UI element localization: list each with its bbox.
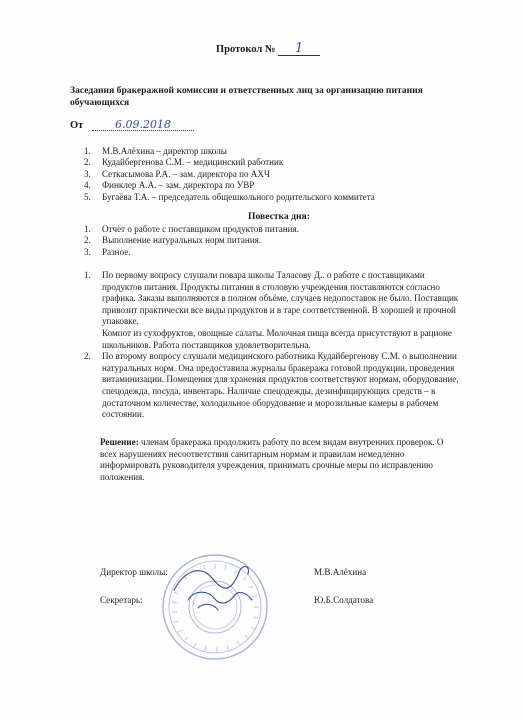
discussion-text: По второму вопросу слушали медицинского работника Кудайбергенову С.М. о выполнении натуральных норм. Она предоставила журналы бракеража готовой продукции, проведения витаминизации. Помещения для хранения продуктов соответствуют нормам, оборудование, спецодежда, посуда, инвентарь. Наличие спецодежды, дезинфицирующих средств – в достаточном количестве, холодильное оборудование и морозильные камеры в рабочем состоянии.	[102, 351, 459, 420]
director-label: Директор школы:	[100, 567, 168, 577]
list-number: 5.	[84, 191, 91, 202]
list-number: 1.	[84, 270, 91, 280]
member-item	[84, 192, 375, 203]
member-item	[84, 146, 375, 157]
secretary-name: Ю.Б.Солдатова	[314, 595, 374, 605]
list-number: 1.	[84, 224, 91, 234]
member-text: Кудайбергенова С.М. – медицинский работник	[102, 157, 284, 168]
members-list	[84, 146, 375, 203]
protocol-title-label: Протокол №	[216, 44, 276, 55]
agenda-item	[84, 235, 299, 246]
agenda-list	[84, 224, 299, 258]
member-item	[84, 157, 375, 168]
date-line	[70, 119, 194, 131]
agenda-text: Выполнение натуральных норм питания.	[102, 235, 262, 246]
agenda-item	[84, 247, 299, 258]
agenda-text: Отчёт о работе с поставщиком продуктов питания.	[102, 224, 299, 234]
member-item	[84, 180, 375, 191]
handwritten-signature	[168, 560, 258, 620]
discussion-item	[84, 270, 464, 351]
discussion-list	[84, 270, 464, 421]
protocol-title	[216, 43, 320, 56]
date-value: 6.09.2018	[92, 119, 194, 131]
agenda-text: Разное.	[102, 246, 131, 257]
decision-label: Решение:	[100, 437, 139, 447]
member-text: Сеткасымова Р.А. – зам. директора по АХЧ	[102, 168, 270, 179]
member-text: Финклер А.А. – зам. директора по УВР	[102, 180, 255, 191]
member-item	[84, 169, 375, 180]
director-name: М.В.Алёхина	[314, 567, 367, 577]
document-heading: Заседания бракеражной комиссии и ответственных лиц за организацию питания обучающихся	[70, 85, 423, 108]
list-number: 2.	[84, 351, 91, 362]
member-text: Бугаёва Т.А. – председатель общешкольного родительского коммитета	[102, 191, 375, 202]
date-label: От	[70, 120, 84, 131]
list-number: 4.	[84, 180, 91, 191]
list-number: 2.	[84, 157, 91, 168]
decision-paragraph	[100, 437, 460, 483]
list-number: 3.	[84, 168, 91, 179]
agenda-item	[84, 224, 299, 235]
discussion-extra-text: Компот из сухофруктов, овощные салаты. Молочная пища всегда присутствуют в рационе школьников. Работа поставщиков удовлетворительна.	[102, 327, 452, 350]
secretary-label: Секретарь:	[100, 595, 143, 605]
discussion-text: По первому вопросу слушали повара школы Таласову Д.. о работе с поставщиками продуктов питания. Продукты питания в столовую учреждения поставляются согласно графика. Заказы выполняются в полном объёме, случаев недопоставок не было. Поставщик привозит практически все виды продуктов и в таре соответственной. В хорошей и прочной упаковке.	[102, 270, 459, 327]
member-text: М.В.Алёхина – директор школы	[102, 146, 227, 156]
list-number: 1.	[84, 146, 91, 156]
protocol-number: 1	[278, 43, 320, 56]
list-number: 3.	[84, 246, 91, 257]
discussion-item	[84, 351, 464, 421]
list-number: 2.	[84, 235, 91, 246]
agenda-title: Повестка дня:	[248, 211, 310, 222]
decision-text: членам бракеража продолжить работу по всем видам внутренних проверок. О всех нарушениях несоответствия санитарным нормам и правилам немедленно информировать руководителя учреждения, принимать срочные меры по исправлению положения.	[100, 437, 444, 482]
